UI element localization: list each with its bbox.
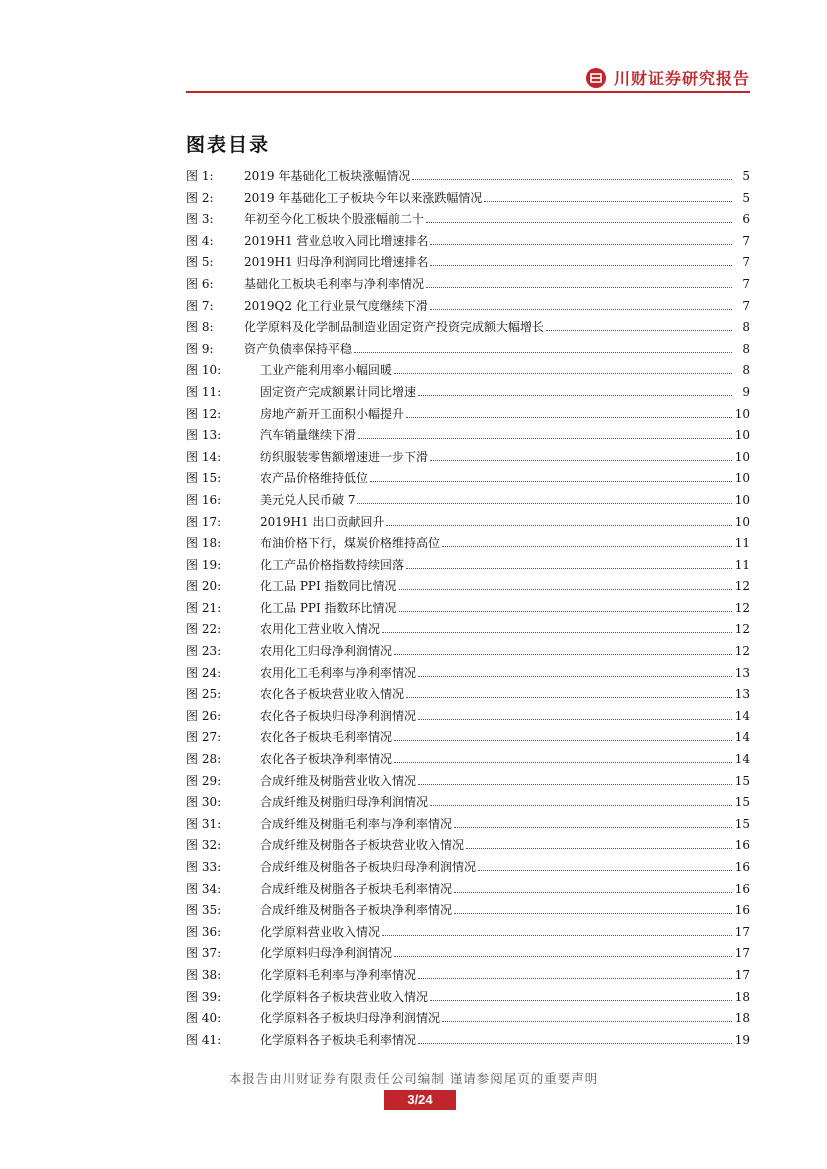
toc-entry[interactable] [186,835,750,857]
toc-entry-page: 10 [734,406,750,421]
toc-entry-page: 11 [734,536,750,551]
toc-entry-page: 10 [734,492,750,507]
toc-entry-number: 图 1: [186,169,214,183]
toc-title: 图表目录 [186,134,271,156]
toc-entry-number: 图 37: [186,946,222,961]
dot-leader [430,805,732,806]
toc-entry[interactable] [186,533,750,555]
toc-entry-page: 8 [742,363,750,378]
toc-entry-number: 图 7: [186,298,214,313]
toc-entry[interactable] [186,663,750,685]
toc-entry-page: 7 [742,255,750,270]
toc-entry-label: 房地产新开工面积小幅提升 [260,406,405,421]
toc-entry-page: 14 [734,708,750,723]
dot-leader [484,201,732,202]
dot-leader [370,481,732,482]
toc-entry[interactable] [186,879,750,901]
toc-entry-page: 17 [734,946,750,961]
dot-leader [357,503,732,504]
toc-entry-page: 14 [734,752,750,767]
toc-entry-page: 10 [734,428,750,443]
toc-entry-label: 农用化工营业收入情况 [260,622,381,637]
toc-entry-page: 8 [742,341,750,356]
dot-leader [394,762,732,763]
toc-entry-number: 图 19: [186,557,222,572]
toc-entry[interactable] [186,943,750,965]
toc-entry-label: 农化各子板块营业收入情况 [260,687,405,702]
toc-entry[interactable] [186,965,750,987]
dot-leader [418,719,732,720]
toc-entry-page: 13 [734,665,750,680]
dot-leader [386,525,732,526]
toc-entry-label: 合成纤维及树脂归母净利润情况 [260,795,429,810]
toc-entry-page: 11 [734,557,750,572]
toc-entry-label: 资产负债率保持平稳 [244,341,353,356]
toc-entry[interactable] [186,749,750,771]
toc-entry-page: 7 [742,298,750,313]
dot-leader [546,330,732,331]
dot-leader [454,913,732,914]
dot-leader [394,740,732,741]
toc-entry[interactable] [186,231,750,253]
toc-entry[interactable] [186,296,750,318]
toc-entry-number: 图 38: [186,967,222,982]
dot-leader [418,1043,732,1044]
toc-entry-number: 图 20: [186,579,222,594]
toc-entry[interactable] [186,641,750,663]
dot-leader [430,460,732,461]
toc-entry[interactable] [186,900,750,922]
toc-entry-number: 图 39: [186,989,222,1004]
toc-entry-number: 图 17: [186,514,222,529]
toc-entry[interactable] [186,619,750,641]
toc-entry-label: 合成纤维及树脂各子板块毛利率情况 [260,881,453,896]
toc-entry-label: 布油价格下行，煤炭价格维持高位 [260,536,441,551]
toc-entry-number: 图 12: [186,406,222,421]
toc-entry-number: 图 3: [186,212,214,227]
toc-entry-number: 图 13: [186,428,222,443]
toc-entry[interactable] [186,857,750,879]
toc-entry-page: 5 [742,190,750,205]
dot-leader [426,287,732,288]
dot-leader [406,417,732,418]
toc-entry-page: 12 [734,579,750,594]
toc-entry-number: 图 24: [186,665,222,680]
toc-entry-number: 图 8: [186,320,214,335]
toc-entry[interactable] [186,274,750,296]
toc-entry-number: 图 4: [186,233,214,248]
dot-leader [454,827,732,828]
toc-entry-page: 8 [742,320,750,335]
toc-entry-label: 2019 年基础化工板块涨幅情况 [244,169,411,183]
toc-entry[interactable] [186,468,750,490]
toc-entry[interactable] [186,360,750,382]
toc-entry-label: 农用化工毛利率与净利率情况 [260,665,417,680]
dot-leader [418,395,732,396]
toc-entry[interactable] [186,252,750,274]
toc-entry-label: 固定资产完成额累计同比增速 [260,384,417,399]
toc-entry-page: 17 [734,924,750,939]
toc-entry[interactable] [186,922,750,944]
dot-leader [430,265,732,266]
toc-entry-page: 7 [742,276,750,291]
toc-entry-label: 2019H1 出口贡献回升 [260,514,385,529]
toc-entry-label: 美元兑人民币破 7 [260,492,356,507]
toc-entry[interactable] [186,209,750,231]
toc-entry-label: 工业产能利用率小幅回暖 [260,363,393,378]
toc-entry[interactable] [186,382,750,404]
toc-entry[interactable] [186,684,750,706]
toc-entry-number: 图 28: [186,752,222,767]
toc-entry[interactable] [186,1008,750,1030]
dot-leader [382,935,732,936]
toc-entry[interactable] [186,1030,750,1052]
page-number-badge: 3/24 [384,1090,456,1110]
toc-entry-label: 合成纤维及树脂各子板块净利率情况 [260,903,453,918]
toc-entry-page: 12 [734,600,750,615]
dot-leader [406,697,732,698]
toc-entry-page: 18 [734,1011,750,1026]
toc-entry-page: 15 [734,816,750,831]
toc-entry[interactable] [186,512,750,534]
toc-entry[interactable] [186,317,750,339]
toc-entry-page: 16 [734,881,750,896]
dot-leader [394,373,732,374]
toc-entry-page: 14 [734,730,750,745]
toc-entry-number: 图 31: [186,816,222,831]
toc-entry-number: 图 21: [186,600,222,615]
dot-leader [382,632,732,633]
dot-leader [406,568,732,569]
dot-leader [394,956,732,957]
toc-entry-page: 16 [734,838,750,853]
toc-entry-page: 15 [734,795,750,810]
toc-entry-number: 图 25: [186,687,222,702]
toc-entry-page: 9 [742,384,750,399]
toc-entry[interactable] [186,792,750,814]
toc-entry-number: 图 22: [186,622,222,637]
toc-entry[interactable] [186,166,750,188]
toc-entry[interactable] [186,188,750,210]
chuancai-logo-icon [586,68,606,88]
toc-entry-page: 15 [734,773,750,788]
toc-entry-page: 17 [734,967,750,982]
toc-entry-number: 图 35: [186,903,222,918]
toc-entry[interactable] [186,490,750,512]
toc-entry-number: 图 10: [186,363,222,378]
toc-entry-label: 2019 年基础化工子板块今年以来涨跌幅情况 [244,190,483,205]
dot-leader [354,352,732,353]
toc-entry-page: 19 [734,1032,750,1047]
toc-entry[interactable] [186,727,750,749]
footer-disclaimer: 本报告由川财证券有限责任公司编制 谨请参阅尾页的重要声明 [228,1071,599,1086]
dot-leader [454,892,732,893]
toc-entry-page: 12 [734,644,750,659]
toc-entry-label: 化学原料各子板块归母净利润情况 [260,1011,441,1026]
toc-entry-number: 图 9: [186,341,214,356]
dot-leader [394,654,732,655]
dot-leader [418,978,732,979]
toc-entry-label: 汽车销量继续下滑 [260,428,357,443]
toc-entry-label: 化工产品价格指数持续回落 [260,557,405,572]
toc-entry-number: 图 2: [186,190,214,205]
toc-entry-label: 化学原料各子板块营业收入情况 [260,989,429,1004]
toc-entry-number: 图 16: [186,492,222,507]
dot-leader [412,179,732,180]
toc-entry-page: 12 [734,622,750,637]
toc-entry-label: 农产品价格维持低位 [260,471,369,486]
dot-leader [466,848,732,849]
toc-entry-page: 10 [734,514,750,529]
toc-entry-label: 农化各子板块归母净利润情况 [260,708,417,723]
toc-entry-page: 13 [734,687,750,702]
dot-leader [478,870,732,871]
toc-entry-number: 图 23: [186,644,222,659]
dot-leader [426,222,732,223]
dot-leader [430,1000,732,1001]
toc-entry-label: 化学原料各子板块毛利率情况 [260,1032,417,1047]
toc-entry-label: 化学原料毛利率与净利率情况 [260,967,417,982]
dot-leader [418,784,732,785]
toc-entry-page: 6 [742,212,750,227]
toc-entry[interactable] [186,555,750,577]
toc-entry-label: 2019H1 营业总收入同比增速排名 [244,233,429,248]
toc-entry-label: 化工品 PPI 指数环比情况 [260,600,397,615]
toc-entry-number: 图 33: [186,860,222,874]
toc-entry-number: 图 5: [186,255,214,270]
dot-leader [430,309,732,310]
toc-entry-number: 图 14: [186,449,222,464]
toc-entry-page: 16 [734,903,750,918]
dot-leader [399,589,732,590]
toc-entry-label: 合成纤维及树脂毛利率与净利率情况 [260,816,453,831]
toc-entry-number: 图 18: [186,536,222,551]
dot-leader [442,546,732,547]
toc-entry-label: 农用化工归母净利润情况 [260,644,393,659]
toc-entry-number: 图 11: [186,384,222,399]
toc-entry-number: 图 41: [186,1032,222,1047]
dot-leader [442,1021,732,1022]
toc-entry-page: 10 [734,471,750,486]
toc-entry-number: 图 6: [186,276,214,291]
toc-entry-label: 合成纤维及树脂营业收入情况 [260,773,417,788]
toc-entry-label: 化学原料归母净利润情况 [260,946,393,961]
header-rule [186,91,750,93]
toc-entry-page: 5 [742,169,750,183]
toc-entry-label: 农化各子板块净利率情况 [260,752,393,767]
toc-entry-label: 2019H1 归母净利润同比增速排名 [244,255,429,270]
toc-entry[interactable] [186,598,750,620]
toc-entry-page: 10 [734,449,750,464]
toc-entry-page: 16 [734,860,750,874]
dot-leader [358,438,732,439]
toc-entry-label: 合成纤维及树脂各子板块归母净利润情况 [260,860,477,874]
toc-entry[interactable] [186,404,750,426]
toc-entry[interactable] [186,576,750,598]
toc-entry[interactable] [186,987,750,1009]
figure-list [186,166,750,1051]
toc-entry-page: 7 [742,233,750,248]
toc-entry-number: 图 34: [186,881,222,896]
toc-entry[interactable] [186,706,750,728]
toc-entry-label: 化学原料及化学制品制造业固定资产投资完成额大幅增长 [244,320,545,335]
toc-entry-number: 图 32: [186,838,222,853]
toc-entry-number: 图 26: [186,708,222,723]
toc-entry[interactable] [186,771,750,793]
toc-entry[interactable] [186,814,750,836]
brand-name: 川财证券研究报告 [613,69,750,88]
toc-entry[interactable] [186,339,750,361]
toc-entry-label: 基础化工板块毛利率与净利率情况 [244,276,425,291]
toc-entry-number: 图 40: [186,1011,222,1026]
toc-entry-number: 图 29: [186,773,222,788]
toc-entry-label: 农化各子板块毛利率情况 [260,730,393,745]
dot-leader [430,244,732,245]
toc-entry-number: 图 30: [186,795,222,810]
toc-entry-page: 18 [734,989,750,1004]
dot-leader [418,676,732,677]
toc-entry-number: 图 27: [186,730,222,745]
toc-entry-number: 图 36: [186,924,222,939]
page-header [186,64,750,94]
brand [586,66,750,89]
toc-entry[interactable] [186,425,750,447]
toc-entry-number: 图 15: [186,471,222,486]
toc-entry-label: 纺织服装零售额增速进一步下滑 [260,449,429,464]
toc-entry-label: 年初至今化工板块个股涨幅前二十 [244,212,425,227]
dot-leader [399,611,732,612]
toc-entry-label: 合成纤维及树脂各子板块营业收入情况 [260,838,465,853]
toc-entry-label: 2019Q2 化工行业景气度继续下滑 [244,298,428,313]
toc-entry-label: 化工品 PPI 指数同比情况 [260,579,397,594]
toc-entry-label: 化学原料营业收入情况 [260,924,381,939]
toc-entry[interactable] [186,447,750,469]
